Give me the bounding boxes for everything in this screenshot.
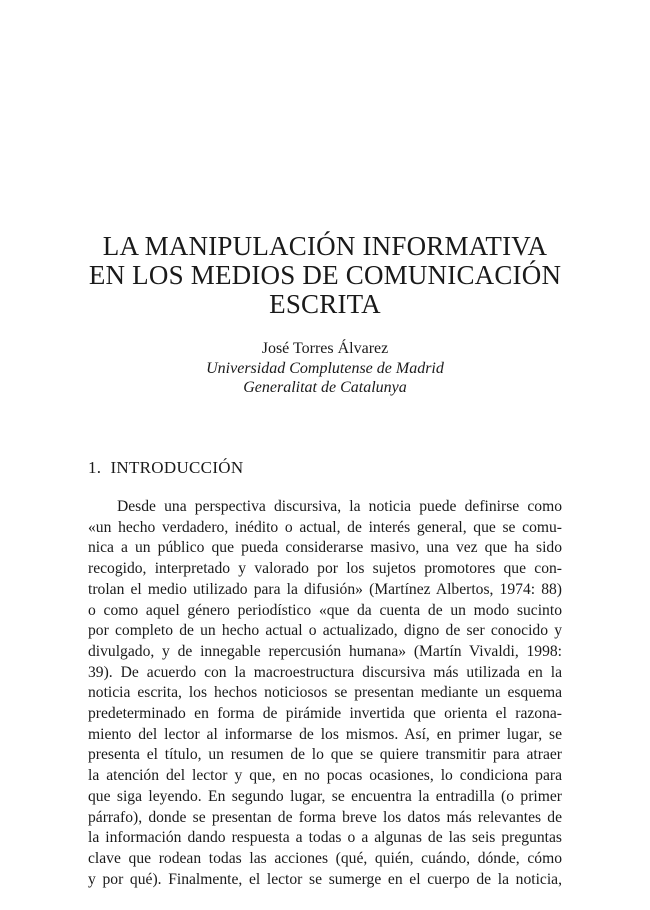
paragraph-line: trolan el medio utilizado para la difusión» (Martínez Albertos, 1974: 88) <box>88 580 562 598</box>
paragraph-line: párrafo), donde se presentan de forma breve los datos más relevantes de <box>88 808 562 826</box>
title-line-1: LA MANIPULACIÓN INFORMATIVA <box>102 231 548 261</box>
paragraph-line: nica a un público que pueda considerarse masivo, una vez que ha sido <box>88 539 562 557</box>
article-title <box>60 232 590 319</box>
paragraph-line: 39). De acuerdo con la macroestructura discursiva más utilizada en la <box>88 663 562 681</box>
paragraph-line: clave que rodean todas las acciones (qué, quién, cuándo, dónde, cómo <box>88 849 562 867</box>
title-line-3: ESCRITA <box>269 289 381 319</box>
paragraph-line: la información dando respuesta a todas o a algunas de las seis preguntas <box>88 829 562 847</box>
paragraph-line: o como aquel género periodístico «que da cuenta de un modo sucinto <box>88 601 562 619</box>
paragraph-line: noticia escrita, los hechos noticiosos se presentan mediante un esquema <box>88 684 562 702</box>
paragraph-line: y por qué). Finalmente, el lector se sumerge en el cuerpo de la noticia, <box>88 870 562 888</box>
title-line-2: EN LOS MEDIOS DE COMUNICACIÓN <box>88 260 562 290</box>
paragraph-line: la atención del lector y que, en no pocas ocasiones, lo condiciona para <box>88 767 562 785</box>
paragraph-line: «un hecho verdadero, inédito o actual, de interés general, que se comu- <box>88 518 562 536</box>
paragraph-line: miento del lector al informarse de los mismos. Así, en primer lugar, se <box>88 725 562 743</box>
body-paragraph <box>88 497 562 890</box>
paragraph-line: presenta el título, un resumen de lo que se quiere transmitir para atraer <box>88 746 562 764</box>
paragraph-line: que siga leyendo. En segundo lugar, se encuentra la entradilla (o primer <box>88 787 562 805</box>
paragraph-line: divulgado, y de innegable repercusión humana» (Martín Vivaldi, 1998: <box>88 642 562 660</box>
affiliation-2: Generalitat de Catalunya <box>243 379 407 396</box>
byline <box>60 339 590 398</box>
paragraph-line: predeterminado en forma de pirámide invertida que orienta el razona- <box>88 705 562 723</box>
paragraph-line: Desde una perspectiva discursiva, la noticia puede definirse como <box>117 498 562 515</box>
affiliation-1: Universidad Complutense de Madrid <box>206 359 444 377</box>
paragraph-line: por completo de un hecho actual o actualizado, digno de ser conocido y <box>88 622 562 640</box>
author-name: José Torres Álvarez <box>261 340 389 357</box>
paragraph-line: recogido, interpretado y valorado por los sujetos promotores que con- <box>88 560 562 578</box>
section-heading: 1. INTRODUCCIÓN <box>88 458 244 477</box>
